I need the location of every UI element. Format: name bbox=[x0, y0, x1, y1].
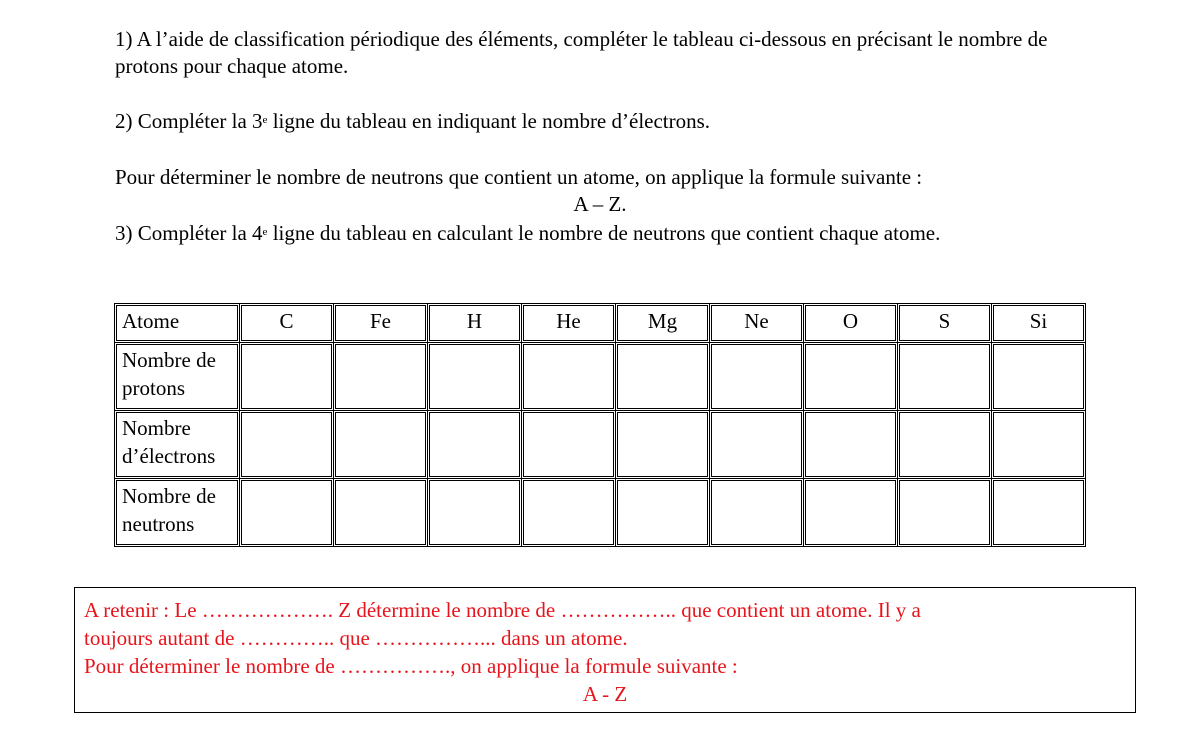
answer-cell[interactable] bbox=[428, 479, 522, 547]
row-label-line: Nombre bbox=[122, 416, 191, 440]
question-3-text-end: ligne du tableau en calculant le nombre de neutrons que contient chaque atome. bbox=[267, 221, 941, 245]
answer-cell[interactable] bbox=[334, 479, 428, 547]
atom-cell-mg: Mg bbox=[616, 304, 710, 343]
question-2-text-start: 2) Compléter la 3 bbox=[115, 109, 263, 133]
answer-cell[interactable] bbox=[992, 479, 1086, 547]
answer-cell[interactable] bbox=[240, 479, 334, 547]
row-label-line: Nombre de bbox=[122, 484, 216, 508]
row-label-electrons bbox=[115, 411, 240, 479]
question-1: 1) A l’aide de classification périodique des éléments, compléter le tableau ci-dessous en précisant le nombre de protons pour chaque atome. bbox=[115, 27, 1048, 78]
neutron-formula: A – Z. bbox=[573, 192, 627, 216]
atom-cell-ne: Ne bbox=[710, 304, 804, 343]
question-2-text-end: ligne du tableau en indiquant le nombre d’électrons. bbox=[267, 109, 711, 133]
answer-cell[interactable] bbox=[428, 343, 522, 411]
question-2-superscript: e bbox=[262, 114, 268, 126]
answer-cell[interactable] bbox=[616, 411, 710, 479]
answer-cell[interactable] bbox=[334, 411, 428, 479]
table-header-row bbox=[115, 304, 1086, 343]
table-row-electrons bbox=[115, 411, 1086, 479]
answer-cell[interactable] bbox=[710, 479, 804, 547]
answer-cell[interactable] bbox=[898, 343, 992, 411]
atom-cell-h: H bbox=[428, 304, 522, 343]
atom-cell-si: Si bbox=[992, 304, 1086, 343]
atom-cell-s: S bbox=[898, 304, 992, 343]
retain-line-1: A retenir : Le ………………. Z détermine le nombre de …………….. que contient un atome. Il y a bbox=[84, 598, 921, 622]
row-label-line: protons bbox=[122, 376, 185, 400]
atoms-table bbox=[114, 303, 1086, 547]
retain-formula: A - Z bbox=[582, 682, 628, 706]
answer-cell[interactable] bbox=[992, 411, 1086, 479]
row-label-line: Nombre de bbox=[122, 348, 216, 372]
row-label-neutrons bbox=[115, 479, 240, 547]
answer-cell[interactable] bbox=[898, 479, 992, 547]
answer-cell[interactable] bbox=[334, 343, 428, 411]
question-3-superscript: e bbox=[262, 226, 268, 238]
answer-cell[interactable] bbox=[992, 343, 1086, 411]
answer-cell[interactable] bbox=[710, 343, 804, 411]
answer-cell[interactable] bbox=[616, 343, 710, 411]
retain-line-3: Pour déterminer le nombre de ……………., on applique la formule suivante : bbox=[84, 654, 738, 678]
answer-cell[interactable] bbox=[428, 411, 522, 479]
answer-cell[interactable] bbox=[522, 479, 616, 547]
row-label-line: d’électrons bbox=[122, 444, 216, 468]
table-row-protons bbox=[115, 343, 1086, 411]
question-3-text-start: 3) Compléter la 4 bbox=[115, 221, 263, 245]
atom-cell-fe: Fe bbox=[334, 304, 428, 343]
answer-cell[interactable] bbox=[804, 479, 898, 547]
answer-cell[interactable] bbox=[522, 343, 616, 411]
table-row-neutrons bbox=[115, 479, 1086, 547]
atom-cell-c: C bbox=[240, 304, 334, 343]
row-label-protons bbox=[115, 343, 240, 411]
retain-line-2: toujours autant de ………….. que ……………... dans un atome. bbox=[84, 626, 628, 650]
answer-cell[interactable] bbox=[240, 411, 334, 479]
row-label-line: neutrons bbox=[122, 512, 195, 536]
atom-header-cell: Atome bbox=[115, 304, 240, 343]
neutron-formula-intro: Pour déterminer le nombre de neutrons que contient un atome, on applique la formule suivante : bbox=[115, 165, 923, 189]
answer-cell[interactable] bbox=[710, 411, 804, 479]
answer-cell[interactable] bbox=[522, 411, 616, 479]
question-2 bbox=[115, 108, 710, 135]
answer-cell[interactable] bbox=[240, 343, 334, 411]
atom-cell-he: He bbox=[522, 304, 616, 343]
answer-cell[interactable] bbox=[898, 411, 992, 479]
answer-cell[interactable] bbox=[616, 479, 710, 547]
answer-cell[interactable] bbox=[804, 411, 898, 479]
question-3 bbox=[115, 220, 940, 247]
atom-cell-o: O bbox=[804, 304, 898, 343]
answer-cell[interactable] bbox=[804, 343, 898, 411]
retain-box bbox=[74, 587, 1136, 713]
